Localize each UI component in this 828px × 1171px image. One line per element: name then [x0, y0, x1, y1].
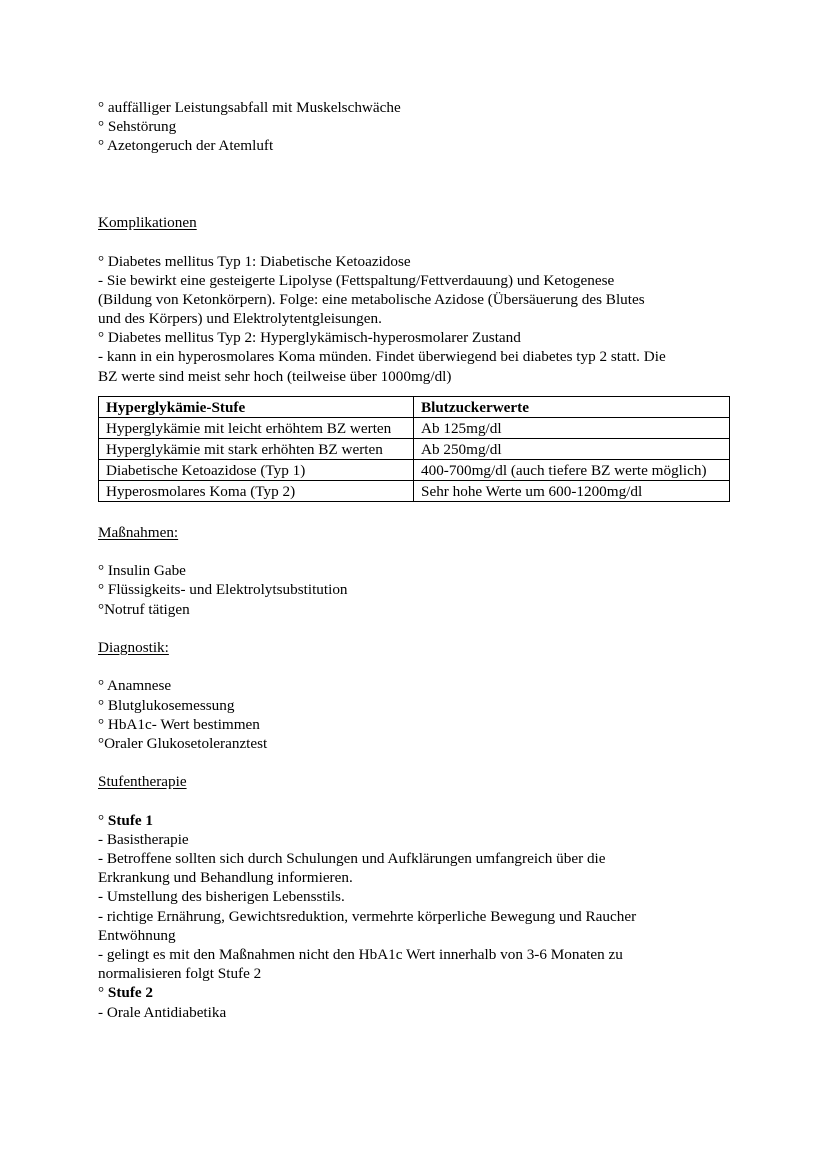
section-heading-stufentherapie: Stufentherapie: [98, 773, 187, 791]
list-item: ° HbA1c- Wert bestimmen: [98, 715, 260, 733]
list-item: ° Sehstörung: [98, 118, 177, 136]
table-cell: Diabetische Ketoazidose (Typ 1): [99, 459, 414, 480]
table-cell: Ab 125mg/dl: [414, 417, 730, 438]
list-item: ° Insulin Gabe: [98, 562, 186, 580]
table-cell: Ab 250mg/dl: [414, 438, 730, 459]
table-row: [99, 459, 730, 480]
text-line: - Orale Antidiabetika: [98, 1003, 227, 1021]
text-line: - Betroffene sollten sich durch Schulungen und Aufklärungen umfangreich über die: [98, 850, 606, 868]
text-line: - Basistherapie: [98, 830, 189, 848]
section-heading-massnahmen: Maßnahmen:: [98, 523, 179, 541]
text-line: (Bildung von Ketonkörpern). Folge: eine metabolische Azidose (Übersäuerung des Blutes: [98, 290, 645, 308]
bullet-marker: °: [98, 811, 108, 829]
stufe-1-heading: [98, 811, 738, 830]
text-line: ° Diabetes mellitus Typ 1: Diabetische Ketoazidose: [98, 252, 411, 270]
diagnostik-list: [98, 676, 738, 753]
text-line: und des Körpers) und Elektrolytentgleisungen.: [98, 310, 382, 328]
stufe-2-heading: [98, 983, 738, 1002]
bullet-marker: °: [98, 984, 108, 1002]
list-item: ° Azetongeruch der Atemluft: [98, 137, 274, 155]
table-header-cell: Hyperglykämie-Stufe: [99, 396, 414, 417]
text-line: - Sie bewirkt eine gesteigerte Lipolyse (Fettspaltung/Fettverdauung) und Ketogenese: [98, 271, 615, 289]
list-item: °Oraler Glukosetoleranztest: [98, 734, 268, 752]
list-item: ° auffälliger Leistungsabfall mit Muskelschwäche: [98, 99, 401, 116]
table-row: [99, 438, 730, 459]
komplikationen-text: [98, 252, 738, 386]
massnahmen-list: [98, 561, 738, 619]
symptom-list: [98, 98, 738, 156]
table-cell: Hyperosmolares Koma (Typ 2): [99, 480, 414, 501]
hyperglykaemie-table: [98, 396, 730, 502]
section-heading-diagnostik: Diagnostik:: [98, 638, 169, 656]
stufe-title: Stufe 2: [107, 984, 154, 1002]
text-line: - kann in ein hyperosmolares Koma münden. Findet überwiegend bei diabetes typ 2 statt. Die: [98, 348, 666, 366]
stufe-2-text: [98, 1003, 738, 1022]
list-item: ° Flüssigkeits- und Elektrolytsubstitution: [98, 581, 348, 599]
table-row: [99, 480, 730, 501]
text-line: Erkrankung und Behandlung informieren.: [98, 869, 353, 887]
section-heading-komplikationen: Komplikationen: [98, 214, 197, 232]
stufe-1-text: [98, 830, 738, 984]
text-line: - Umstellung des bisherigen Lebensstils.: [98, 888, 345, 906]
stufe-title: Stufe 1: [107, 811, 154, 829]
text-line: ° Diabetes mellitus Typ 2: Hyperglykämisch-hyperosmolarer Zustand: [98, 329, 521, 347]
text-line: BZ werte sind meist sehr hoch (teilweise über 1000mg/dl): [98, 367, 452, 385]
table-row: [99, 417, 730, 438]
table-cell: Sehr hohe Werte um 600-1200mg/dl: [414, 480, 730, 501]
text-line: - richtige Ernährung, Gewichtsreduktion, vermehrte körperliche Bewegung und Raucher: [98, 907, 637, 925]
table-cell: Hyperglykämie mit leicht erhöhtem BZ werten: [99, 417, 414, 438]
list-item: ° Anamnese: [98, 677, 172, 695]
table-cell: Hyperglykämie mit stark erhöhten BZ werten: [99, 438, 414, 459]
list-item: °Notruf tätigen: [98, 600, 190, 618]
table-header-row: [99, 396, 730, 417]
text-line: Entwöhnung: [98, 926, 176, 944]
list-item: ° Blutglukosemessung: [98, 696, 235, 714]
document-page: [98, 98, 738, 1022]
table-header-cell: Blutzuckerwerte: [414, 396, 730, 417]
text-line: normalisieren folgt Stufe 2: [98, 965, 262, 983]
text-line: - gelingt es mit den Maßnahmen nicht den HbA1c Wert innerhalb von 3-6 Monaten zu: [98, 945, 623, 963]
table-cell: 400-700mg/dl (auch tiefere BZ werte möglich): [414, 459, 730, 480]
